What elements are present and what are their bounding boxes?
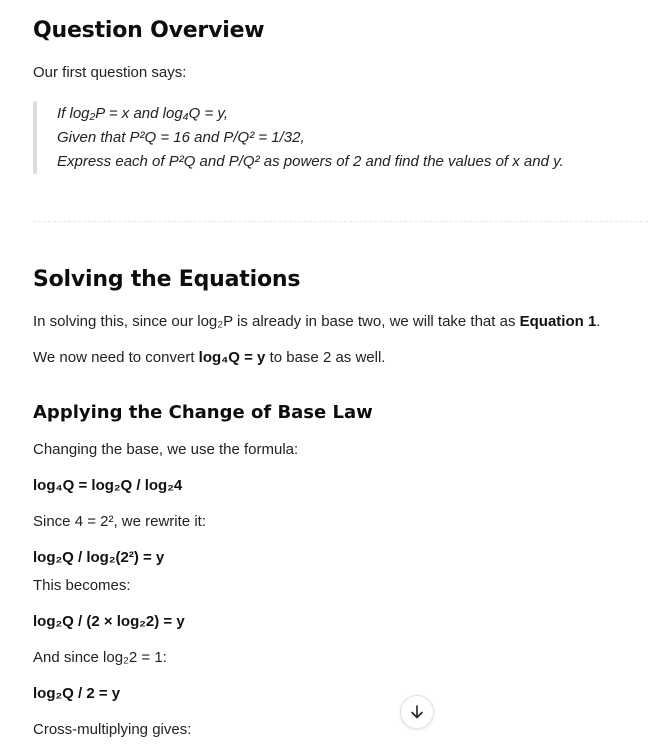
solving-paragraph-1 [33,313,600,330]
simplified-equation: log₂Q / 2 = y [33,685,121,702]
formula-intro: Changing the base, we use the formula: [33,441,299,458]
solving-p2-end: to base 2 as well. [265,349,386,366]
section-divider [33,221,648,222]
cross-multiply-intro: Cross-multiplying gives: [33,721,192,738]
quote-line-1: If log₂P = x and log₄Q = y, [57,105,228,122]
heading-solving-equations: Solving the Equations [33,267,301,292]
formula-equation: log₄Q = log₂Q / log₂4 [33,477,183,494]
rewrite-intro: Since 4 = 2², we rewrite it: [33,513,206,530]
rewrite-equation: log₂Q / log₂(2²) = y [33,549,165,566]
since-intro: And since log₂2 = 1: [33,649,167,666]
log4q-expression: log₄Q = y [198,349,266,366]
becomes-intro: This becomes: [33,577,131,594]
equation-1-label: Equation 1 [519,313,597,330]
solving-paragraph-2 [33,349,385,366]
becomes-equation: log₂Q / (2 × log₂2) = y [33,613,185,630]
arrow-down-icon [409,704,425,720]
heading-change-of-base: Applying the Change of Base Law [33,402,373,423]
solving-p1-text: In solving this, since our log₂P is already in base two, we will take that as [33,313,520,330]
scroll-down-button[interactable] [400,695,434,729]
quote-line-2: Given that P²Q = 16 and P/Q² = 1/32, [57,129,305,146]
blockquote-bar [33,101,37,174]
solving-p2-text: We now need to convert [33,349,199,366]
intro-text: Our first question says: [33,64,187,81]
solving-p1-end: . [596,313,601,330]
heading-question-overview: Question Overview [33,18,265,43]
quote-line-3: Express each of P²Q and P/Q² as powers of 2 and find the values of x and y. [57,153,564,170]
